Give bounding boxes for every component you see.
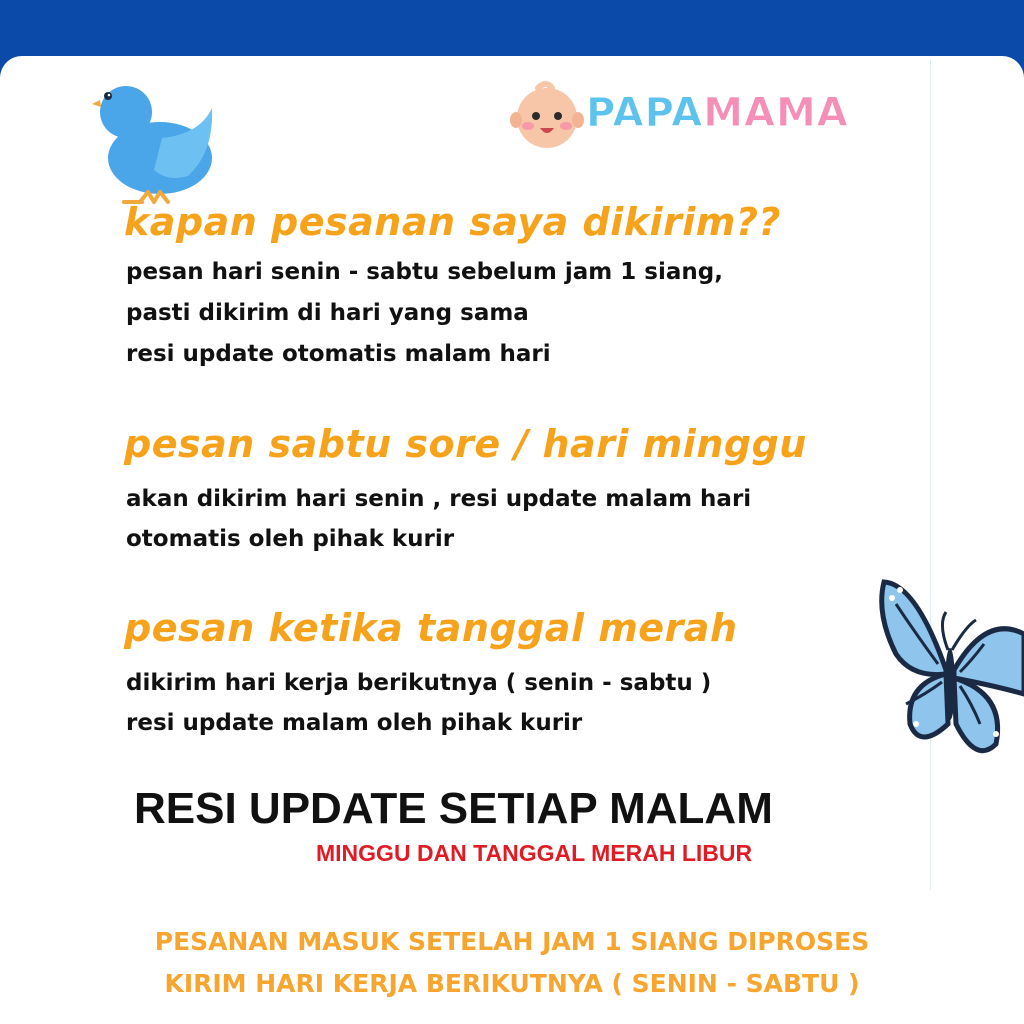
footer-line-2: KIRIM HARI KERJA BERIKUTNYA ( SENIN - SABTU ) [164, 969, 860, 998]
section-1-line-1: pesan hari senin - sabtu sebelum jam 1 siang, [126, 259, 723, 285]
holiday-notice: MINGGU DAN TANGGAL MERAH LIBUR [316, 840, 753, 866]
baby-face-icon [508, 80, 586, 150]
section-3-line-1: dikirim hari kerja berikutnya ( senin - sabtu ) [126, 670, 712, 696]
resi-update-title: RESI UPDATE SETIAP MALAM [134, 784, 773, 833]
footer-line-1: PESANAN MASUK SETELAH JAM 1 SIANG DIPROSES [154, 927, 870, 956]
logo-papa: PAPA [586, 90, 704, 136]
section-1-line-2: pasti dikirim di hari yang sama [126, 300, 529, 326]
blue-bird-icon [88, 78, 218, 206]
section-2-line-2: otomatis oleh pihak kurir [126, 526, 455, 552]
section-2-line-1: akan dikirim hari senin , resi update malam hari [126, 486, 752, 512]
section-heading-1: kapan pesanan saya dikirim?? [124, 200, 781, 244]
blue-butterfly-icon [876, 574, 1024, 766]
section-1-line-3: resi update otomatis malam hari [126, 341, 551, 367]
section-heading-2: pesan sabtu sore / hari minggu [124, 422, 807, 466]
papamama-logo [508, 80, 878, 150]
logo-wordmark [586, 86, 849, 140]
logo-mama: MAMA [703, 90, 849, 136]
section-heading-3: pesan ketika tanggal merah [124, 606, 738, 650]
section-3-line-2: resi update malam oleh pihak kurir [126, 710, 583, 736]
